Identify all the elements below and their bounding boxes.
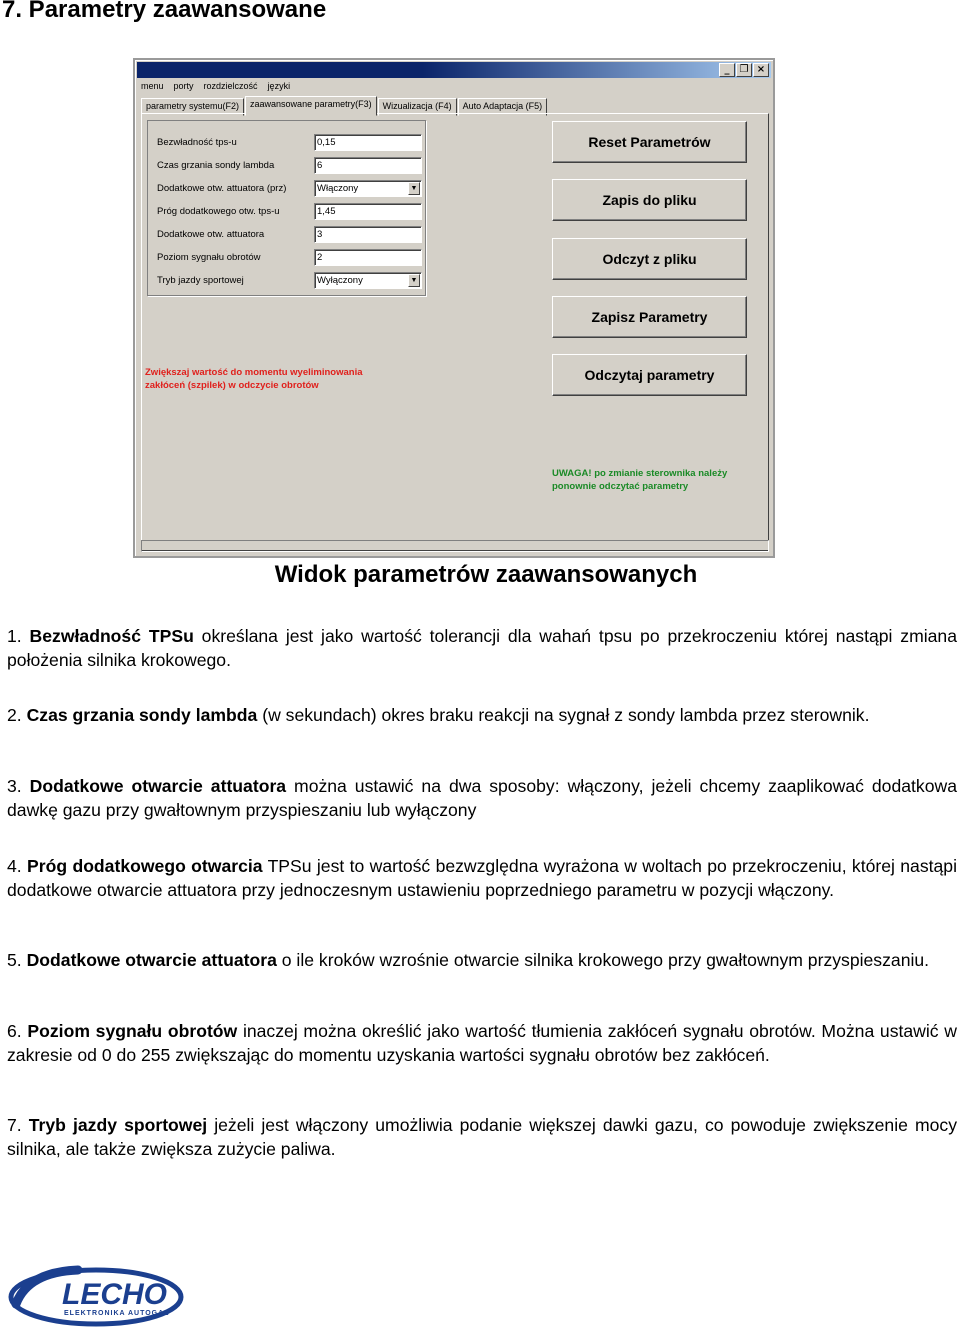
item-number: 2.: [7, 705, 22, 725]
chevron-down-icon[interactable]: ▼: [408, 182, 420, 195]
item-number: 6.: [7, 1021, 22, 1041]
tab-auto-adaptacja[interactable]: Auto Adaptacja (F5): [458, 98, 548, 116]
param-input-poziom-sygnalu[interactable]: 2: [314, 249, 422, 266]
save-to-file-button[interactable]: Zapis do pliku: [552, 179, 747, 221]
param-row: [148, 202, 425, 222]
param-label: Czas grzania sondy lambda: [157, 160, 275, 171]
params-groupbox: [147, 120, 426, 296]
list-item: [7, 1114, 957, 1161]
item-text: inaczej można określić jako wartość tłumienia zakłóceń sygnału obrotów. Można ustawić w zakresie od 0 do 255 zwiększając do momentu uzyskania wartości sygnału obrotów bez zakłóceń.: [7, 1021, 958, 1065]
select-value: Wyłączony: [317, 275, 363, 286]
item-number: 4.: [7, 856, 22, 876]
item-text: jeżeli jest włączony umożliwia podanie większej dawki gazu, co powoduje zwiększenie mocy silnika, ale także zwiększa zużycie paliwa.: [7, 1115, 957, 1159]
logo-name: LECHO: [62, 1278, 167, 1311]
item-term: Czas grzania sondy lambda: [26, 705, 258, 725]
param-select-dodatkowe-otw-prz[interactable]: [314, 180, 422, 197]
item-text: (w sekundach) okres braku reakcji na sygnał z sondy lambda przez sterownik.: [257, 705, 870, 725]
list-item: [7, 949, 957, 973]
item-number: 5.: [7, 950, 22, 970]
param-row: [148, 248, 425, 268]
restore-icon[interactable]: ❐: [736, 63, 752, 77]
item-term: Poziom sygnału obrotów: [27, 1021, 238, 1041]
item-term: Bezwładność TPSu: [29, 626, 194, 646]
tab-wizualizacja[interactable]: Wizualizacja (F4): [378, 98, 457, 116]
menu-item-porty[interactable]: porty: [173, 81, 194, 91]
menu-bar: [141, 81, 290, 95]
tab-zaawansowane-parametry[interactable]: zaawansowane parametry(F3): [245, 96, 377, 116]
item-text: TPSu jest to wartość bezwzględna wyrażona w woltach po przekroczeniu, której nastąpi dodatkowe otwarcie attuatora przy jednoczesnym ustawieniu poprzedniego parametru w pozycji włączony.: [7, 856, 957, 900]
warning-red: Zwiększaj wartość do momentu wyeliminowania zakłóceń (szpilek) w odczycie obrotów: [145, 367, 363, 391]
reset-parameters-button[interactable]: Reset Parametrów: [552, 121, 747, 163]
minimize-icon[interactable]: _: [719, 63, 735, 77]
lecho-logo: [8, 1264, 188, 1328]
figure-caption: Widok parametrów zaawansowanych: [274, 561, 698, 588]
logo-tagline: ELEKTRONIKA AUTOGAZ: [64, 1310, 170, 1317]
list-item: [7, 704, 957, 728]
param-row: [148, 156, 425, 176]
item-term: Próg dodatkowego otwarcia: [27, 856, 263, 876]
item-text: można ustawić na dwa sposoby: włączony, jeżeli chcemy zaaplikować dodatkowa dawkę gazu przy gwałtownym przyspieszaniu lub wyłączony: [7, 776, 957, 820]
param-row: [148, 133, 425, 153]
select-value: Włączony: [317, 183, 359, 194]
item-term: Dodatkowe otwarcie attuatora: [26, 950, 277, 970]
menu-item-menu[interactable]: menu: [141, 81, 164, 91]
tab-strip: [141, 96, 548, 114]
list-item: [7, 775, 957, 822]
tab-parametry-systemu[interactable]: parametry systemu(F2): [141, 98, 244, 116]
param-input-prog[interactable]: 1,45: [314, 203, 422, 220]
param-label: Poziom sygnału obrotów: [157, 252, 261, 263]
page-heading: 7. Parametry zaawansowane: [2, 0, 327, 23]
read-parameters-button[interactable]: Odczytaj parametry: [552, 354, 747, 396]
status-bar: [141, 540, 769, 552]
window-titlebar[interactable]: [137, 62, 771, 78]
item-term: Tryb jazdy sportowej: [28, 1115, 208, 1135]
item-number: 1.: [7, 626, 22, 646]
load-from-file-button[interactable]: Odczyt z pliku: [552, 238, 747, 280]
param-label: Bezwładność tps-u: [157, 137, 237, 148]
item-number: 7.: [7, 1115, 22, 1135]
param-select-tryb-sportowy[interactable]: [314, 272, 422, 289]
param-row: [148, 271, 425, 291]
tab-panel: [141, 113, 769, 551]
app-window: [133, 58, 775, 558]
param-label: Dodatkowe otw. attuatora: [157, 229, 265, 240]
item-number: 3.: [7, 776, 22, 796]
param-input-bezwladnosc[interactable]: 0,15: [314, 134, 422, 151]
param-label: Dodatkowe otw. attuatora (prz): [157, 183, 287, 194]
close-icon[interactable]: ×: [753, 63, 769, 77]
item-term: Dodatkowe otwarcie attuatora: [29, 776, 287, 796]
param-row: [148, 179, 425, 199]
param-input-czas-grzania[interactable]: 6: [314, 157, 422, 174]
warning-green: UWAGA! po zmianie sterownika należy ponownie odczytać parametry: [552, 468, 728, 492]
list-item: [7, 1020, 957, 1067]
param-label: Próg dodatkowego otw. tps-u: [157, 206, 280, 217]
param-input-dodatkowe-otw[interactable]: 3: [314, 226, 422, 243]
item-text: o ile kroków wzrośnie otwarcie silnika krokowego przy gwałtownym przyspieszaniu.: [276, 950, 930, 970]
menu-item-rozdzielczosc[interactable]: rozdzielczość: [203, 81, 258, 91]
param-label: Tryb jazdy sportowej: [157, 275, 244, 286]
item-text: określana jest jako wartość tolerancji dla wahań tpsu po przekroczeniu której nastąpi zmiana położenia silnika krokowego.: [7, 626, 958, 670]
list-item: [7, 625, 957, 672]
menu-item-jezyki[interactable]: języki: [267, 81, 291, 91]
chevron-down-icon[interactable]: ▼: [408, 274, 420, 287]
list-item: [7, 855, 957, 902]
param-row: [148, 225, 425, 245]
write-parameters-button[interactable]: Zapisz Parametry: [552, 296, 747, 338]
